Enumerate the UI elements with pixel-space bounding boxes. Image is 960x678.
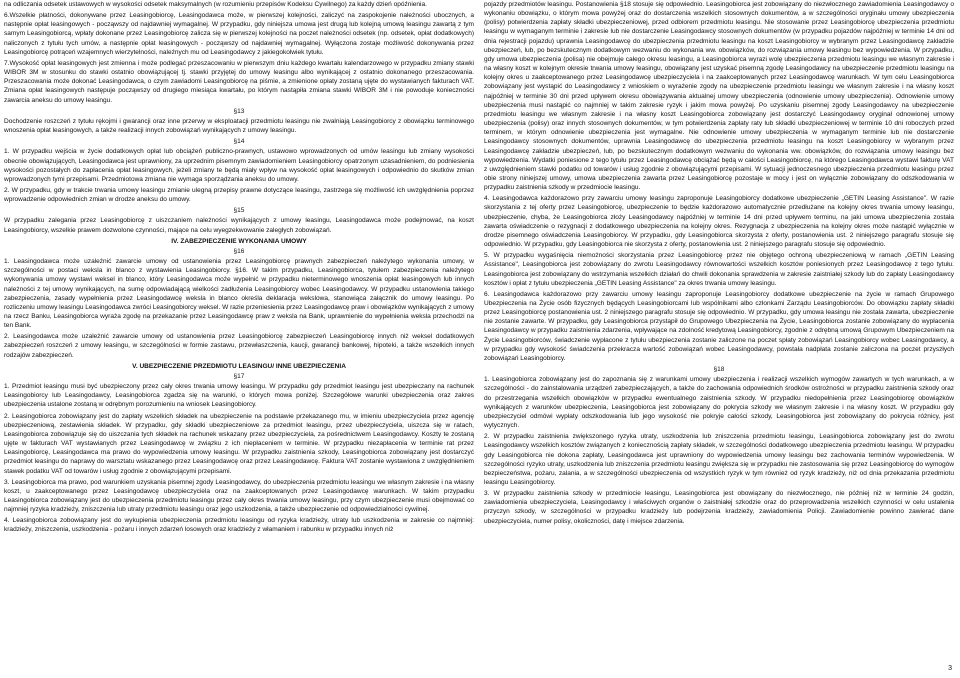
- section-number: §16: [233, 247, 245, 255]
- section-number: §13: [233, 107, 245, 115]
- paragraph: 1. Przedmiot leasingu musi być ubezpieczony przez cały okres trwania umowy leasingu. W przypadku gdy przedmiot leasingu jest ubezpieczany na rachunek Leasingobiorcy lub Leasingodawcy, Leasingobiorca zgadza się na warunki, o których mowa poniżej. Szczegółowe warunki ubezpieczenia oraz zakres ubezpieczenia ustalone zostaną w odrębnym porozumieniu na wniosek Leasingobiorcy.: [4, 383, 474, 409]
- chapter-heading: IV. ZABEZPIECZENIE WYKONANIA UMOWY: [171, 237, 307, 245]
- section-number: §18: [713, 366, 725, 374]
- paragraph: pojazdy przedmiotów leasingu. Postanowienia §18 stosuje się odpowiednio. Leasingobiorca jest zobowiązany do niezwłocznego zawiadomienia Leasingodawcy o wykonaniu obowiązku, o którym mowa powyżej oraz do dostarczenia wszelkich stosownych dokumentów, a w szczególności oryginału umowy ubezpieczenia (polisy) potwierdzenia zapłaty składki ubezpieczeniowej, przed odbiorem przedmiotu leasingu. Nie stosowanie przez Leasingobiorcę ubezpieczenia przedmiotu leasingu w wymaganym terminie i zakresie lub nie dostarczenie Leasingodawcy stosownych dokumentów (w przypadku pojazdów najpóźniej w terminie 14 dni od dnia rejestracji pojazdu) uprawnia Leasingodawcę do ubezpieczenia przedmiotu leasingu na koszt Leasingobiorcy w wybranym przez Leasingodawcę zakładzie ubezpieczeń, lub, po bezskutecznym dodatkowym wezwaniu do wykonania ww. obowiązków, do rozwiązania umowy leasingu bez wypowiedzenia. W przypadku, gdy umowa ubezpieczenia (polisa) nie obejmuje całego okresu leasingu, a Leasingobiorca wyrazi wolę ubezpieczenia przedmiotu leasingu we własnym zakresie i na własny koszt w kolejnym okresie trwania umowy leasingu, obowiązany jest uzyskać pisemną zgodę Leasingodawcy na ubezpieczenie przedmiotu leasingu na kolejny okres u zaakceptowanego przez Leasingodawcę ubezpieczyciela i na zaakceptowanych przez Leasingodawcę warunkach. W tym celu Leasingobiorca zobowiązany jest wystąpić do Leasingodawcy z wnioskiem o wyrażenie zgody na ubezpieczenie przedmiotu leasingu we własnym zakresie i na własny koszt najpóźniej w terminie 30 dni przed upływem okresu obowiązywania aktualnej umowy ubezpieczenia (odnowienie umowy ubezpieczenia). Odnowienie umowy ubezpieczenia musi nastąpić co najmniej w takim zakresie ryzyk i jakim mowa powyżej. Po uzyskaniu pisemnej zgody Leasingodawcy na ubezpieczenie przedmiotu leasingu we własnym zakresie i na własny koszt Leasingobiorca zobowiązany jest dostarczyć Leasingodawcy oryginał odnowionej umowy ubezpieczenia (polisy) oraz innych stosownych dokumentów, w tym potwierdzenia zapłaty raty lub składki ubezpieczeniowej w terminie 10 dni roboczych przed terminem, w którym odnowienie ubezpieczenia jest wymagalne. Nie odnowienie umowy ubezpieczenia w wymaganym terminie lub nie dostarczenie Leasingodawcy stosownych dokumentów, uprawnia Leasingodawcę do ubezpieczenia przedmiotu leasingu na koszt Leasingobiorcy w wybranym przez Leasingodawcę zakładzie ubezpieczeń, lub, po bezskutecznym dodatkowym wezwaniu do wykonania ww. obowiązków, do rozwiązania umowy leasingu bez wypowiedzenia. Wydatki poniesione z tego tytułu przez Leasingodawcę obciążać będą w całości Leasingobiorcę, na którego Leasingodawca wystawi fakturę VAT z uwzględnieniem stawki podatku od towarów i usług zgodnie z obowiązującymi przepisami. W sytuacji jednoczesnego ubezpieczenia przedmiotu leasingu przez obie strony niniejszej umowy, umowa ubezpieczenia zawarta przez Leasingobiorcę pozostaje w mocy i jest on wyłącznie zobowiązany do odszkodowania w przypadku zaistnienia szkody w przedmiocie leasingu.: [484, 1, 954, 192]
- paragraph: 1. Leasingodawca może uzależnić zawarcie umowy od ustanowienia przez Leasingobiorcę prawnych zabezpieczeń należytego wykonania umowy, w szczególności w postaci weksla in blanco z wystawienia Leasingobiorcy. §16. W takim przypadku, Leasingobiorca, tytułem zabezpieczenia należytego wykonywania umowy wystawi weksel in blanco, który Leasingodawca może wypełnić w przypadku nieterminowego wnoszenia opłat leasingowych lub innych należności z tej umowy wynikających, na sumę odpowiadającą wielkości zadłużenia Leasingobiorcy wobec Leasingodawcy. W przypadku ustanowienia takiego zabezpieczenia, zasady wypełnienia przez Leasingodawcę weksla in blanco określa deklaracja wekslowa, stanowiąca załącznik do umowy leasingu. Po rozliczeniu umowy leasingu Leasingodawca zwróci Leasingobiorcy weksel. W razie przeniesienia przez Leasingodawcę praw i obowiązków wynikających z umowy na rzecz Banku, Leasingobiorca wyraża zgodę na przekazanie przez Leasingodawcę praw z weksla na Bank, uprawnienie do wypełnienia weksla przechodzi na ten Bank.: [4, 258, 474, 330]
- left-column: [4, 0, 474, 537]
- paragraph: 3. W przypadku zaistnienia szkody w przedmiocie leasingu, Leasingobiorca jest obowiązany do niezwłocznego, nie później niż w terminie 24 godzin, zawiadomienia ubezpieczyciela, Leasingodawcy i właściwych organów o zaistniałej szkodzie oraz do przeprowadzenia wszelkich czynności w celu ustalenia przyczyn szkody, w szczególności w przypadku kradzieży lub podejrzenia kradzieży, zawiadomienia Policji. Zawiadomienie powinno zawierać dane ubezpieczyciela, numer polisy, okoliczności, datę i miejsce zdarzenia.: [484, 490, 954, 525]
- paragraph: 2. W przypadku zaistnienia zwiększonego ryzyka utraty, uszkodzenia lub zniszczenia przedmiotu leasingu, Leasingobiorca zobowiązany jest do zwrotu Leasingodawcy wszelkich kosztów związanych z koniecznością zapłaty składek, w szczególności dodatkowego ubezpieczenia przedmiotu leasingu. W przypadku gdy Leasingobiorca nie dokona zapłaty, Leasingodawca jest uprawniony do wypowiedzenia umowy leasingu bez zachowania terminów wypowiedzenia. W szczególności ryzyko utraty, uszkodzenia lub zniszczenia przedmiotu leasingu zwiększa się w przypadku nie zastosowania się przez Leasingobiorcę do wymogów bezpieczeństwa, pożaru, zalania, a w szczególności ubezpieczenia od wszystkich ryzyk w tym również od ryzyk kradzieży, niż od dnia przekazania przedmiotu leasingu Leasingobiorcy.: [484, 433, 954, 486]
- chapter-heading: V. UBEZPIECZENIE PRZEDMIOTU LEASINGU/ INNE UBEZPIECZENIA: [132, 362, 346, 370]
- paragraph: 6.Wszelkie płatności, dokonywane przez Leasingobiorcę, Leasingodawca może, w pierwszej kolejności, zaliczyć na zaspokojenie należności ubocznych, a następnie opłat leasingowych - począwszy od najdawniej wymagalnej. W przypadku, gdy niniejsza umowa jest drugą lub kolejną umową leasingu zawartą z tym samym Leasingobiorcą, wpłaty dokonane przez Leasingobiorcę zalicza się w pierwszej kolejności na poczet należności odsetek (np. odsetek, opłat dodatkowych) naliczonych z tytułu tych umów, a następnie opłat leasingowych - począwszy od najdawniej wymagalnej. Wyłączona zostaje możliwość dokonywania przez Leasingobiorcę potrąceń wzajemnych wierzytelności, należnych mu od Leasingodawcy z jakiegokolwiek tytułu.: [4, 12, 474, 56]
- page-number: 3: [948, 665, 952, 672]
- paragraph: Dochodzenie roszczeń z tytułu rękojmi i gwarancji oraz inne przerwy w eksploatacji przedmiotu leasingu nie zwalniają Leasingobiorcy z obowiązku terminowego wnoszenia opłat leasingowych, a także realizacji innych zobowiązań wynikających z umowy leasingu.: [4, 117, 474, 135]
- paragraph: 1. W przypadku wejścia w życie dodatkowych opłat lub obciążeń publiczno-prawnych, ustawowo wprowadzonych od umów leasingu lub zmiany wysokości obecnie obowiązujących, Leasingodawca jest uprawniony, za uprzednim pisemnym zawiadomieniem Leasingobiorcy opatrzonym uzasadnieniem, do podniesienia wysokości pozostałych do zapłacenia opłat leasingowych, jeżeli zmiany te będą miały wpływ na wysokość opłat leasingowych i odpowiednio do skutków zmian wprowadzonych tymi przepisami. Przedmiotowa zmiana nie wymaga sporządzania aneksu do umowy.: [4, 148, 474, 183]
- section-number: §14: [233, 138, 245, 146]
- paragraph: W przypadku zalegania przez Leasingobiorcę z uiszczaniem należności wynikających z umowy leasingu, Leasingodawca może podejmować, na koszt Leasingobiorcy, wszelkie prawem dozwolone czynności, mające na celu wyegzekwowanie zaległych zobowiązań.: [4, 217, 474, 234]
- paragraph: 5. W przypadku wygaśnięcia niemożności skorzystania przez Leasingobiorcę przez nie objętego ochroną ubezpieczeniową w ramach „GETIN Leasing Assistance", Leasingobiorca jest zobowiązany do zwrotu Leasingodawcy równowartości wszelkich kosztów poniesionych przez Leasingodawcę z tego tytułu. Leasingobiorca jest zobowiązany do wstrzymania wszelkich działań do chwili dokonania sprawdzenia w zakresie zaistniałej szkody lub do zapłaty Leasingodawcy kosztów i opłat z tytułu ubezpieczenia „GETIN Leasing Assistance" za okres trwania umowy leasingu.: [484, 252, 954, 287]
- paragraph: 2. W przypadku, gdy w trakcie trwania umowy leasingu zmianie ulegną przepisy prawne dotyczące leasingu, zastrzega się możliwość ich uwzględnienia poprzez wprowadzenie odpowiednich zmian w drodze aneksu do umowy.: [4, 186, 474, 204]
- paragraph: 7.Wysokość opłat leasingowych jest zmienna i może podlegać przeszacowaniu w pierwszym dniu każdego kwartału kalendarzowego w przypadku zmiany stawki WIBOR 3M w stosunku do stawki ostatnio obowiązującej tj. stawki przyjętej do umowy leasingu albo wynikającej z ostatnio dokonanego przeszacowania. Przeszacowania może dokonać Leasingodawca, o czym zawiadomi Leasingobiorcę na piśmie, a zmienione opłaty zostaną ujęte do wystawianych fakturach VAT. Zmiana opłat leasingowych następuje począwszy od drugiego miesiąca kwartału, po którym nastąpiła zmiana stawki WIBOR 3M i nie powoduje konieczności zawarcia aneksu do umowy leasingu.: [4, 59, 474, 104]
- paragraph: 4. Leasingodawca każdorazowo przy zawarciu umowy leasingu zaproponuje Leasingobiorcy dodatkowe ubezpieczenie „GETIN Leasing Assistance". W razie skorzystania z tej oferty przez Leasingobiorcę, ubezpieczenie to będzie każdorazowo automatycznie przedłużane na kolejny okres trwania umowy leasingu, ubezpieczenie, chyba, że Leasingobiorca złoży Leasingodawcy najpóźniej w terminie 14 dni przed upływem terminu, na jaki umowa ubezpieczenia została zawarta oświadczenie o rezygnacji z dodatkowego ubezpieczenia na kolejny okres. Rezygnacja z ubezpieczenia na kolejny okres może nastąpić wyłącznie w drodze pisemnego oświadczenia Leasingobiorcy. W przypadku, gdy Leasingobiorca skorzysta z oferty, postanowienia ust. 2 niniejszego paragrafu stosuje się odpowiednio. W przypadku, gdy Leasingobiorca nie skorzysta z oferty, postanowienia ust. 2 niniejszego paragrafu stosuje się odpowiednio.: [484, 195, 954, 249]
- paragraph: 6. Leasingodawca każdorazowo przy zawarciu umowy leasingu zaproponuje Leasingobiorcy dodatkowe ubezpieczenie na życie w ramach Grupowego Ubezpieczenia na Życie osób fizycznych będących Leasingobiorcami lub wspólnikami albo członkami Zarządu Leasingobiorców. Do obowiązku zapłaty składki przez Leasingobiorcę postanowienia ust. 2 niniejszego paragrafu stosuje się odpowiednio. W przypadku, gdy umowa leasingu nie została zawarta, ubezpieczenie nie zostanie zawarte. W przypadku, gdy Leasingobiorca przystąpił do Grupowego Ubezpieczenia na Życie, Leasingobiorca zostanie zobowiązany do wypłacenia Leasingodawcy w przypadku zaistnienia zdarzenia, wpływające na zdolność kredytową Leasingobiorcy, zgodnie z odrębną umową Grupowym Ubezpieczeniem na Życie Leasingobiorców, świadczenie wypłacone z tytułu ubezpieczenia zostanie zaliczone na poczet spłaty zobowiązań Leasingobiorcy wobec Leasingodawcy, a w przypadku gdy wysokość świadczenia przekracza wartość zobowiązań wobec Leasingodawcy, powstała nadpłata zostanie zaliczona na poczet przyszłych zobowiązań Leasingobiorcy.: [484, 290, 954, 362]
- paragraph: 1. Leasingobiorca zobowiązany jest do zapoznania się z warunkami umowy ubezpieczenia i realizacji wszelkich wymogów zawartych w tych warunkach, a w szczególności - do zainstalowania urządzeń zabezpieczających, a także do zachowania odpowiednich środków ostrożności w przypadku zaistnienia szkody oraz do przestrzegania wszelkich obowiązków w przypadku ewentualnego zaistnienia szkody. W przypadku niedopełnienia przez Leasingobiorcę obowiązków wynikających z warunków ubezpieczenia, Leasingobiorca jest zobowiązany do pokrycia szkody we własnym zakresie i na własny koszt. W przypadku gdy ubezpieczyciel odmówi wypłaty odszkodowania lub jego wysokość nie pokryje całości szkody, Leasingobiorca jest zobowiązany do pokrycia różnicy, jest wytycznych.: [484, 376, 954, 430]
- section-number: §17: [233, 372, 245, 380]
- paragraph: na odliczania odsetek ustawowych w wysokości odsetek maksymalnych (w rozumieniu przepisów Kodeksu Cywilnego) za każdy dzień opóźnienia.: [4, 1, 427, 8]
- paragraph: 2. Leasingodawca może uzależnić zawarcie umowy od ustanowienia przez Leasingobiorcę zabezpieczeń Leasingobiorcę innych niż weksel dodatkowych zabezpieczeń roszczeń z umowy leasingu, w szczególności w formie zastawu, przewłaszczenia, kaucji, gwarancji bankowej, hipoteki, a także wszelkich innych rodzajów zabezpieczeń.: [4, 333, 474, 359]
- paragraph: 4. Leasingobiorca zobowiązany jest do wykupienia ubezpieczenia przedmiotu leasingu od ryzyka kradzieży, utraty lub uszkodzenia w zakresie co najmniej: kradzieży, zniszczenia, uszkodzenia - pożaru i innych zdarzeń losowych oraz kradzieży z włamaniem i rabunku w przypadku innych niż: [4, 517, 474, 534]
- section-number: §15: [233, 207, 245, 215]
- right-column: [484, 0, 954, 537]
- paragraph: 2. Leasingobiorca zobowiązany jest do zapłaty wszelkich składek na ubezpieczenie na podstawie przekazanego mu, w imieniu ubezpieczyciela przez agencję ubezpieczeniową, zestawienia składek. W przypadku, gdy składki ubezpieczeniowe za przedmiot leasingu, przez ubezpieczyciela, uiszcza się w ratach, Leasingobiorca zobowiązuje się do uiszczania tych składek na rachunek wskazany przez ubezpieczyciela, za pośrednictwem Leasingodawcy. Koszty te zostaną ujęte w fakturach VAT wystawianych przez Leasingodawcę w związku z ich niepłaceniem w terminie. W przypadku niezapłacenia w terminie rat przez Leasingobiorcę, Leasingodawca ma prawo do wypowiedzenia umowy leasingu. W przypadku zaistnienia szkody, Leasingobiorca zobowiązany jest dostarczyć przedmiot leasingu do naprawy do warsztatu wskazanego przez Leasingodawcę oraz przez Leasingodawcę. Faktura VAT zostanie wystawiona z uwzględnieniem stawek podatku VAT od towarów i usług zgodnie z obowiązującymi przepisami.: [4, 412, 474, 475]
- paragraph: 3. Leasingobiorca ma prawo, pod warunkiem uzyskania pisemnej zgody Leasingodawcy, do ubezpieczenia przedmiotu leasingu we własnym zakresie i na własny koszt, u zaakceptowanego przez Leasingodawcę ubezpieczyciela oraz na zaakceptowanych przez Leasingodawcę warunkach. W takim przypadku Leasingobiorca zobowiązany jest do ubezpieczenia przedmiotu leasingu przez cały okres trwania umowy leasingu, przy czym ubezpieczenie musi obejmować co najmniej ryzyka kradzieży, zniszczenia lub utraty przedmiotu leasingu oraz jego uszkodzenia, a także ubezpieczenie od odpowiedzialności cywilnej.: [4, 478, 474, 514]
